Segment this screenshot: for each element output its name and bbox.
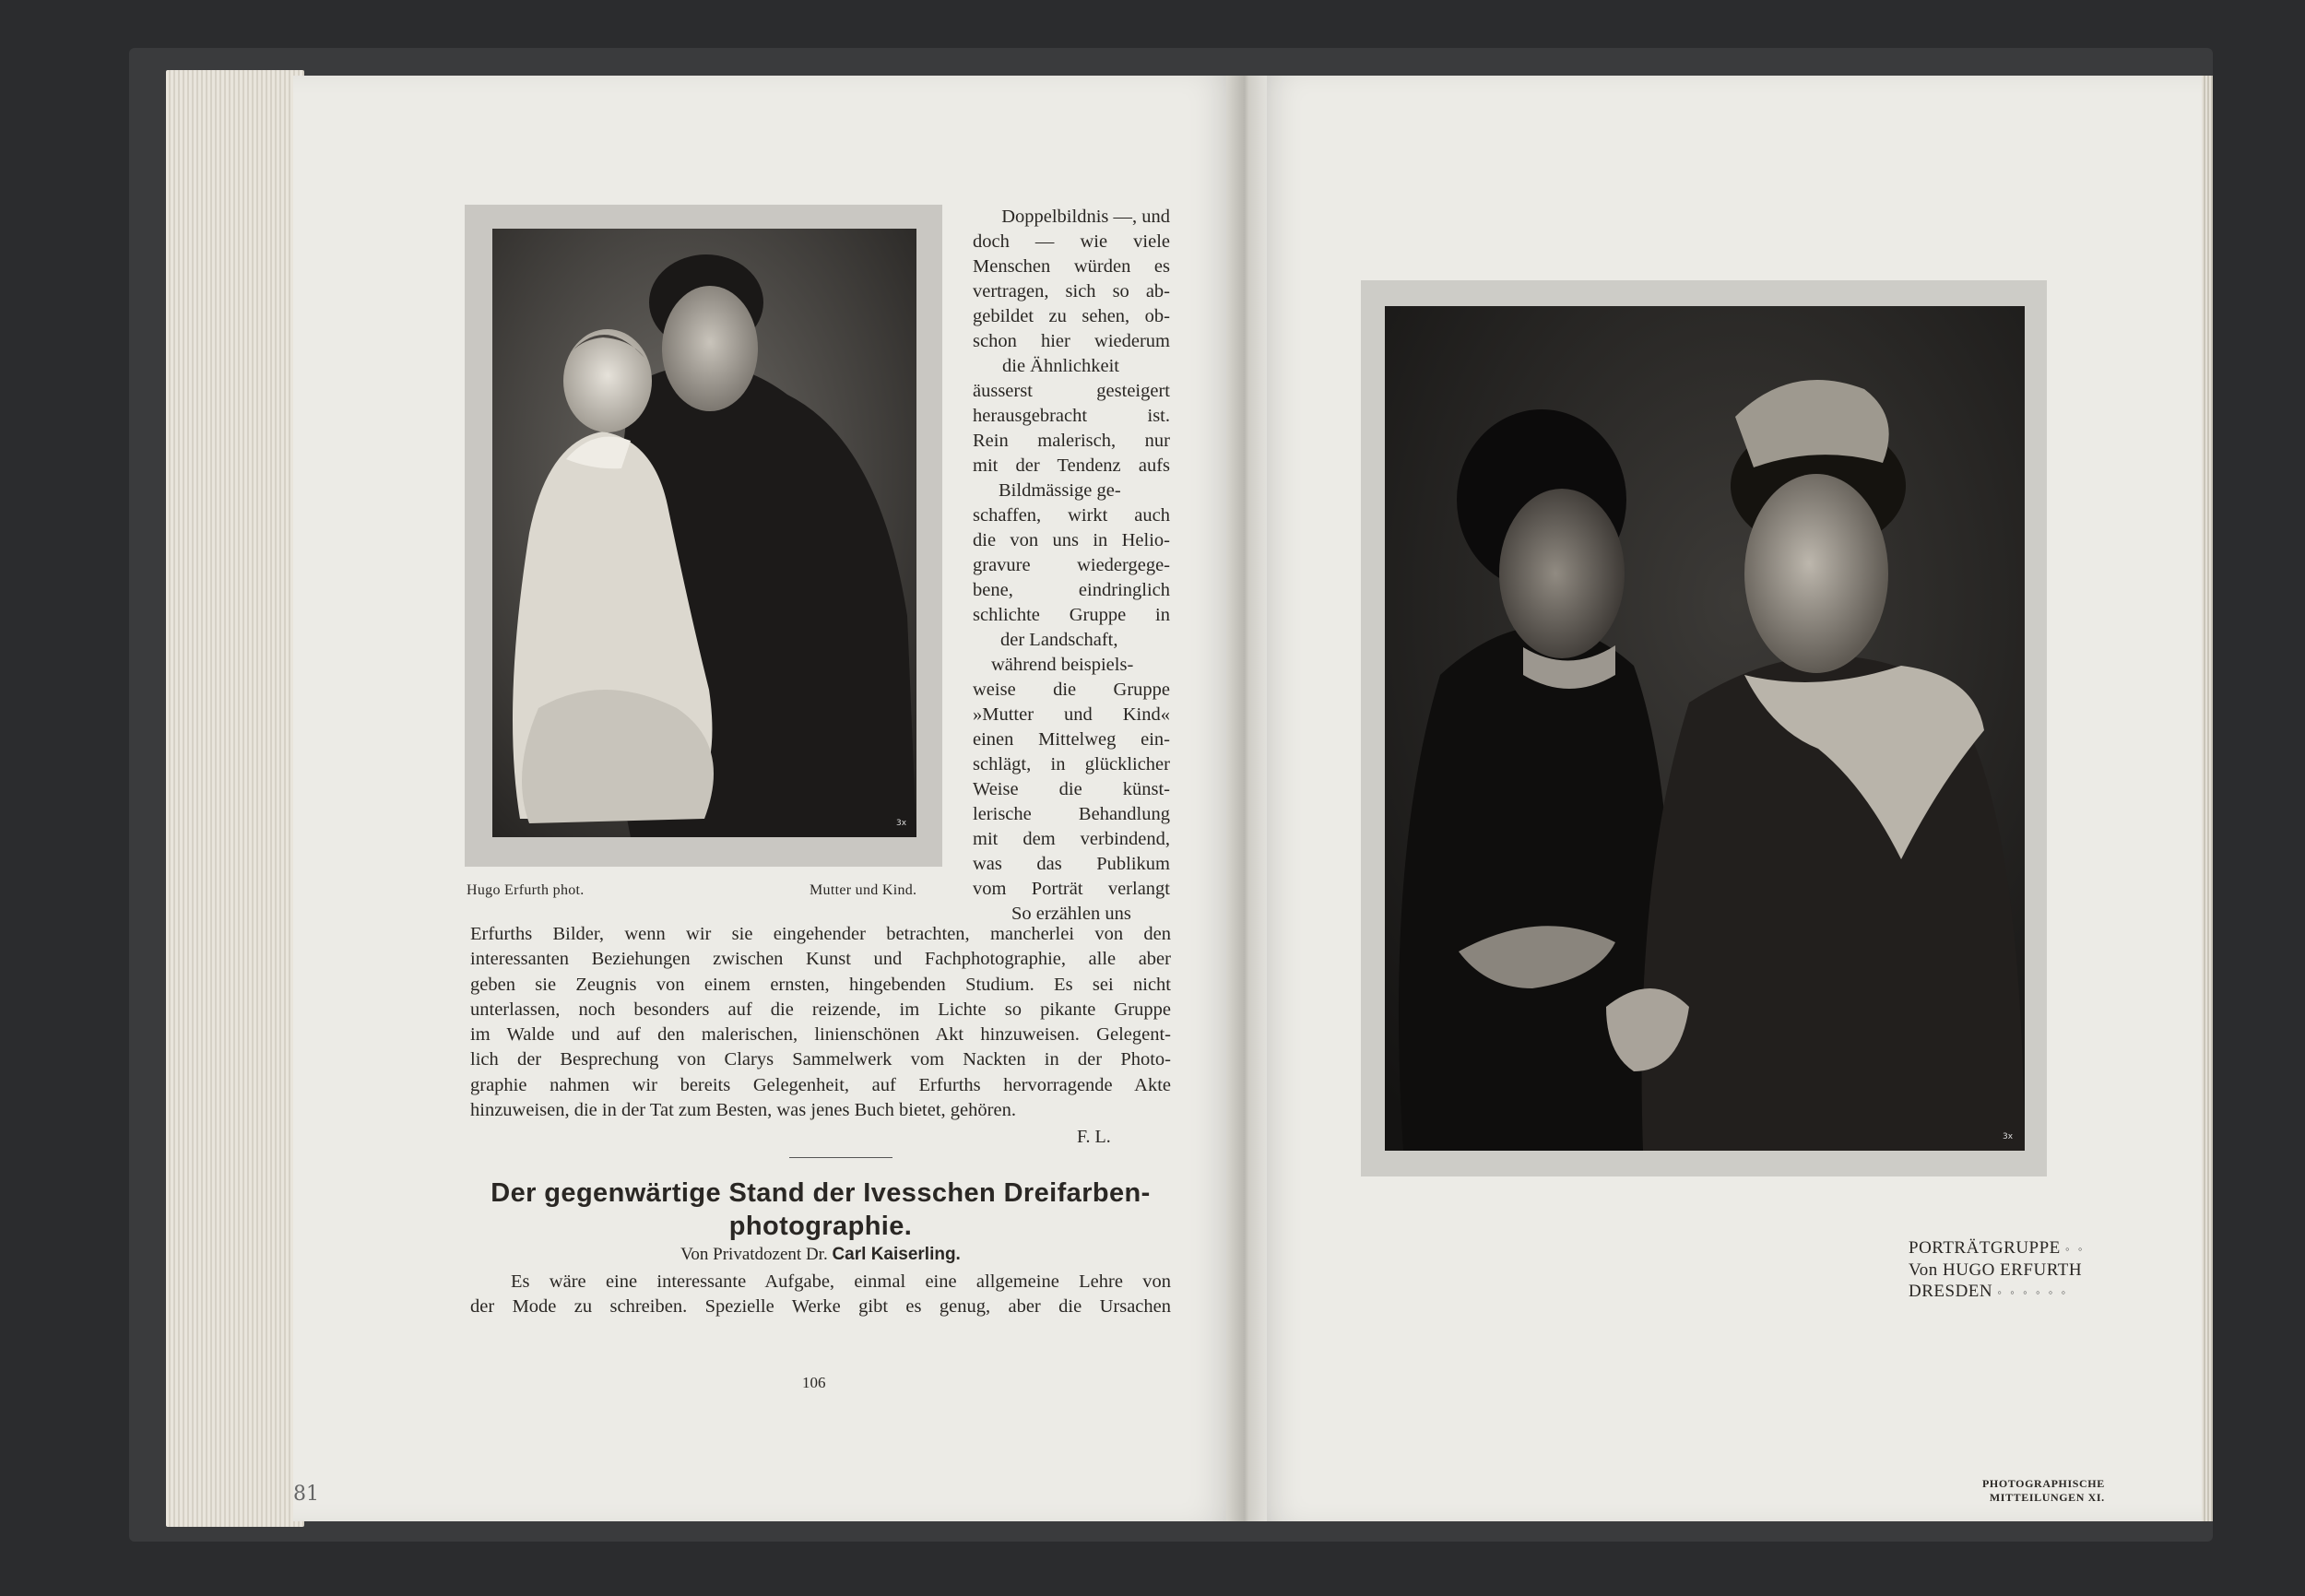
plate-caption: [1909, 1237, 2086, 1303]
body-line: hinzuweisen, die in der Tat zum Besten, was jenes Buch bietet, gehören.: [470, 1100, 1016, 1121]
pencil-annotation: 81: [293, 1483, 319, 1506]
column-line: gebildet zu sehen, ob-: [973, 306, 1170, 326]
signature: F. L.: [1077, 1127, 1111, 1147]
column-line: weise die Gruppe: [973, 680, 1170, 700]
column-line: einen Mittelweg ein-: [973, 729, 1170, 750]
column-line: »Mutter und Kind«: [973, 704, 1170, 725]
column-line: schaffen, wirkt auch: [973, 505, 1170, 526]
figure-mount-left: [465, 205, 942, 867]
column-line: Weise die künst-: [973, 779, 1170, 799]
column-line: Bildmässige ge-: [999, 480, 1121, 501]
byline: [461, 1245, 1180, 1265]
column-line: bene, eindringlich: [973, 580, 1170, 600]
right-page-edges: [2202, 76, 2213, 1521]
column-line: herausgebracht ist.: [973, 406, 1170, 426]
plate-caption-author: Von HUGO ERFURTH: [1909, 1260, 2083, 1280]
byline-prefix: Von Privatdozent Dr.: [680, 1245, 828, 1264]
column-line: mit der Tendenz aufs: [973, 455, 1170, 476]
ornament: ◦ ◦: [2065, 1242, 2086, 1256]
column-line: während beispiels-: [991, 655, 1134, 675]
column-line: was das Publikum: [973, 854, 1170, 874]
column-line: schlägt, in glücklicher: [973, 754, 1170, 774]
section-divider: [789, 1157, 892, 1158]
page-number: 106: [802, 1374, 826, 1391]
body-line: geben sie Zeugnis von einem ernsten, hingebenden Studium. Es sei nicht: [470, 974, 1171, 995]
body-line: im Walde und auf den malerischen, linienschönen Akt hinzuweisen. Gelegent-: [470, 1024, 1171, 1046]
column-line: gravure wiedergege-: [973, 555, 1170, 575]
body-line: lich der Besprechung von Clarys Sammelwerk vom Nackten in der Photo-: [470, 1049, 1171, 1070]
article-intro: [470, 1270, 1171, 1319]
column-line: mit dem verbindend,: [973, 829, 1170, 849]
column-line: der Landschaft,: [1000, 630, 1118, 650]
journal-imprint: [1982, 1477, 2105, 1505]
figure-title-caption: Mutter und Kind.: [810, 882, 917, 898]
book-gutter: [1226, 76, 1267, 1521]
column-line: lerische Behandlung: [973, 804, 1170, 824]
article-heading-line: photographie.: [728, 1212, 913, 1241]
column-line: doch — wie viele: [973, 231, 1170, 252]
ornament: ◦ ◦ ◦ ◦ ◦ ◦: [1997, 1285, 2069, 1299]
plate-mark: 3x: [896, 819, 907, 828]
column-line: Menschen würden es: [973, 256, 1170, 277]
column-line: die von uns in Helio-: [973, 530, 1170, 550]
column-text: [973, 205, 1170, 927]
column-line: vertragen, sich so ab-: [973, 281, 1170, 301]
column-line: vom Porträt verlangt: [973, 879, 1170, 899]
plate-mark: 3x: [2003, 1132, 2014, 1141]
body-line: unterlassen, noch besonders auf die reizende, im Lichte so pikante Gruppe: [470, 999, 1171, 1020]
plate-caption-city: DRESDEN: [1909, 1282, 1993, 1301]
portrait-group-photo: [1385, 306, 2025, 1151]
column-line: die Ähnlichkeit: [1002, 356, 1119, 376]
column-line: schlichte Gruppe in: [973, 605, 1170, 625]
column-line: Doppelbildnis —, und: [1001, 207, 1170, 227]
column-line: Rein malerisch, nur: [973, 431, 1170, 451]
column-line: So erzählen uns: [1011, 904, 1131, 924]
photographer-caption: Hugo Erfurth phot.: [467, 882, 585, 898]
body-line: interessanten Beziehungen zwischen Kunst und Fachphotographie, alle aber: [470, 949, 1171, 970]
column-line: äusserst gesteigert: [973, 381, 1170, 401]
byline-author: Carl Kaiserling.: [832, 1245, 961, 1264]
column-line: schon hier wiederum: [973, 331, 1170, 351]
article-heading-line: Der gegenwärtige Stand der Ivesschen Dreifarben-: [491, 1178, 1151, 1208]
body-text: [470, 922, 1171, 1123]
figure-mount-right: [1361, 280, 2047, 1176]
journal-line: PHOTOGRAPHISCHE: [1982, 1477, 2105, 1490]
body-line: Erfurths Bilder, wenn wir sie eingehender betrachten, mancherlei von den: [470, 924, 1171, 944]
mother-child-photo: [492, 229, 916, 837]
journal-line: MITTEILUNGEN XI.: [1989, 1491, 2105, 1504]
article-heading: [461, 1176, 1180, 1243]
page-edges: [166, 70, 304, 1527]
intro-line: der Mode zu schreiben. Spezielle Werke gibt es genug, aber die Ursachen: [470, 1296, 1171, 1317]
body-line: graphie nahmen wir bereits Gelegenheit, auf Erfurths hervorragende Akte: [470, 1074, 1171, 1095]
intro-line: Es wäre eine interessante Aufgabe, einmal eine allgemeine Lehre von: [511, 1271, 1171, 1292]
plate-caption-title: PORTRÄTGRUPPE: [1909, 1238, 2061, 1258]
